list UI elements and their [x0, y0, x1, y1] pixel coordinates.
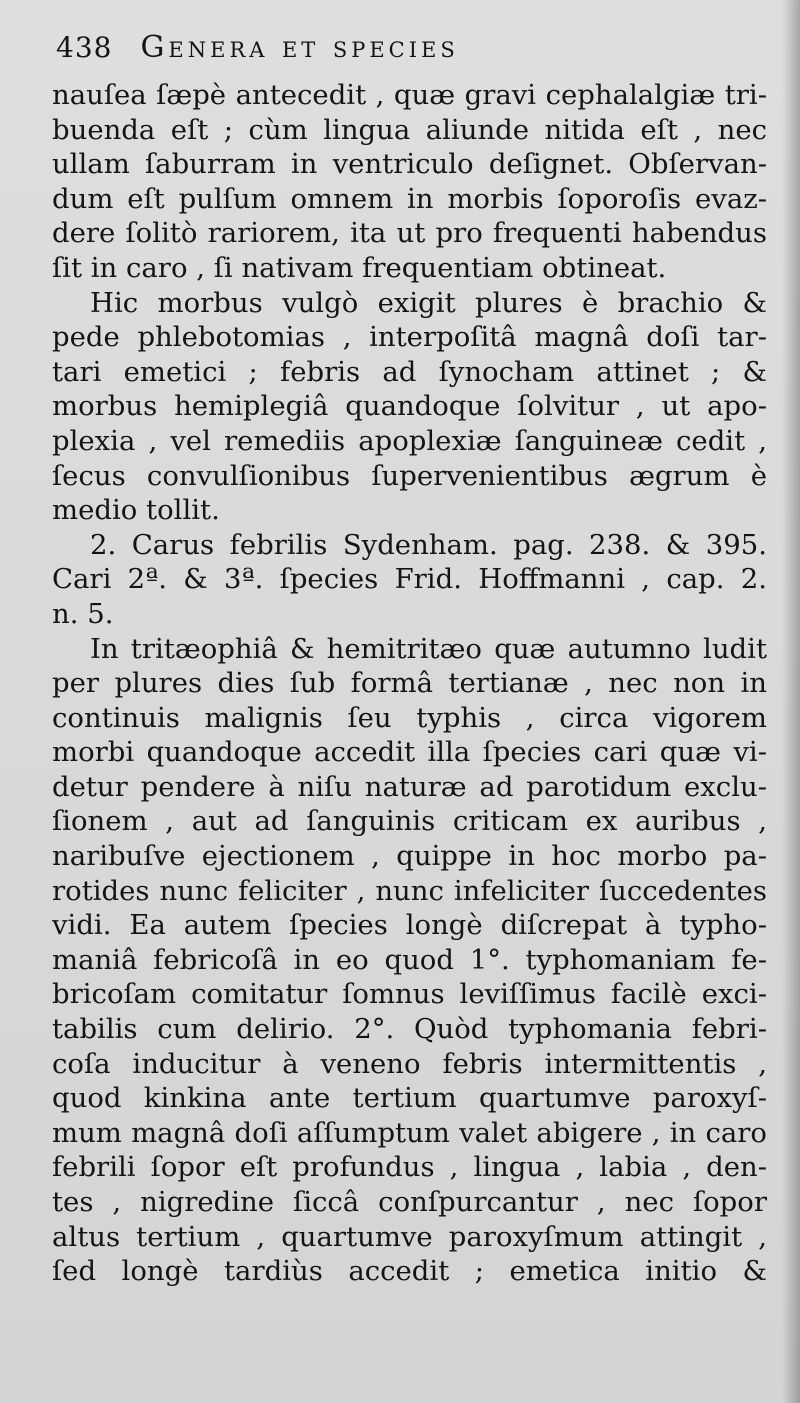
- text-line: tes , nigredine ſiccâ conſpurcantur , nec ſopor: [52, 1186, 767, 1218]
- text-line: coſa inducitur à veneno febris intermittentis ,: [52, 1047, 767, 1080]
- text-line: rotides nunc feliciter , nunc infeliciter ſuccedentes: [52, 874, 767, 907]
- text-line: morbus hemiplegiâ quandoque ſolvitur , ut apo-: [52, 390, 767, 423]
- text-line: plexia , vel remediis apoplexiæ ſanguineæ cedit ,: [52, 424, 767, 457]
- text-line: buenda eſt ; cùm lingua aliunde nitida eſt , nec: [52, 113, 767, 146]
- text-line: detur pendere à niſu naturæ ad parotidum exclu-: [52, 770, 767, 803]
- text-line: ſionem , aut ad ſanguinis criticam ex auribus ,: [52, 805, 767, 838]
- text-line: mum magnâ doſi aſſumptum valet abigere , in caro: [52, 1116, 767, 1149]
- text-line: dum eſt pulſum omnem in morbis ſoporoſis evaz-: [52, 182, 767, 215]
- paragraph: [52, 632, 767, 1289]
- page-edge-shadow: [782, 0, 800, 1403]
- text-line: altus tertium , quartumve paroxyſmum attingit ,: [52, 1220, 767, 1253]
- text-line: tabilis cum delirio. 2°. Quòd typhomania febri-: [52, 1013, 767, 1046]
- text-line: tari emetici ; febris ad ſynocham attinet ; &: [52, 355, 767, 388]
- paragraph: [52, 286, 767, 528]
- text-line: n. 5.: [52, 597, 114, 630]
- text-line: naribuſve ejectionem , quippe in hoc morbo pa-: [52, 840, 767, 873]
- text-line: ſit in caro , ſi nativam frequentiam obtineat.: [52, 251, 667, 284]
- running-title: Genera et species: [140, 30, 459, 65]
- citation-paragraph: [52, 528, 767, 632]
- text-line: vidi. Ea autem ſpecies longè diſcrepat à typho-: [52, 909, 767, 942]
- page-number: 438: [56, 31, 113, 64]
- text-line: 2. Carus febrilis Sydenham. pag. 238. & 395.: [90, 528, 767, 561]
- text-line: quod kinkina ante tertium quartumve paroxyſ-: [52, 1082, 767, 1115]
- text-line: dere ſolitò rariorem, ita ut pro frequenti habendus: [52, 217, 767, 250]
- text-line: continuis malignis ſeu typhis , circa vigorem: [52, 701, 767, 734]
- text-line: per plures dies ſub formâ tertianæ , nec non in: [52, 667, 767, 700]
- text-line: pede phlebotomias , interpoſitâ magnâ doſi tar-: [52, 321, 767, 354]
- text-line: ſed longè tardiùs accedit ; emetica initio &: [52, 1255, 767, 1288]
- text-line: morbi quandoque accedit illa ſpecies cari quæ vi-: [52, 736, 767, 769]
- text-line: Hic morbus vulgò exigit plures è brachio &: [90, 286, 767, 319]
- text-line: Cari 2ª. & 3ª. ſpecies Frid. Hoffmanni , cap. 2.: [52, 563, 767, 596]
- text-line: maniâ febricoſâ in eo quod 1°. typhomaniam fe-: [52, 943, 767, 976]
- text-line: febrili ſopor eſt profundus , lingua , labia , den-: [52, 1151, 767, 1184]
- text-line: nauſea ſæpè antecedit , quæ gravi cephalalgiæ tri-: [52, 79, 767, 111]
- text-line: medio tollit.: [52, 494, 220, 527]
- text-line: bricoſam comitatur ſomnus leviſſimus facilè exci-: [52, 978, 767, 1011]
- text-line: In tritæophiâ & hemitritæo quæ autumno ludit: [90, 632, 767, 665]
- running-header: [56, 30, 767, 78]
- text-line: ſecus convulſionibus ſupervenientibus ægrum è: [52, 459, 767, 492]
- text-line: ullam ſaburram in ventriculo deſignet. Obſervan-: [52, 148, 767, 181]
- page-text-block: [52, 30, 767, 1289]
- paragraph: [52, 78, 767, 286]
